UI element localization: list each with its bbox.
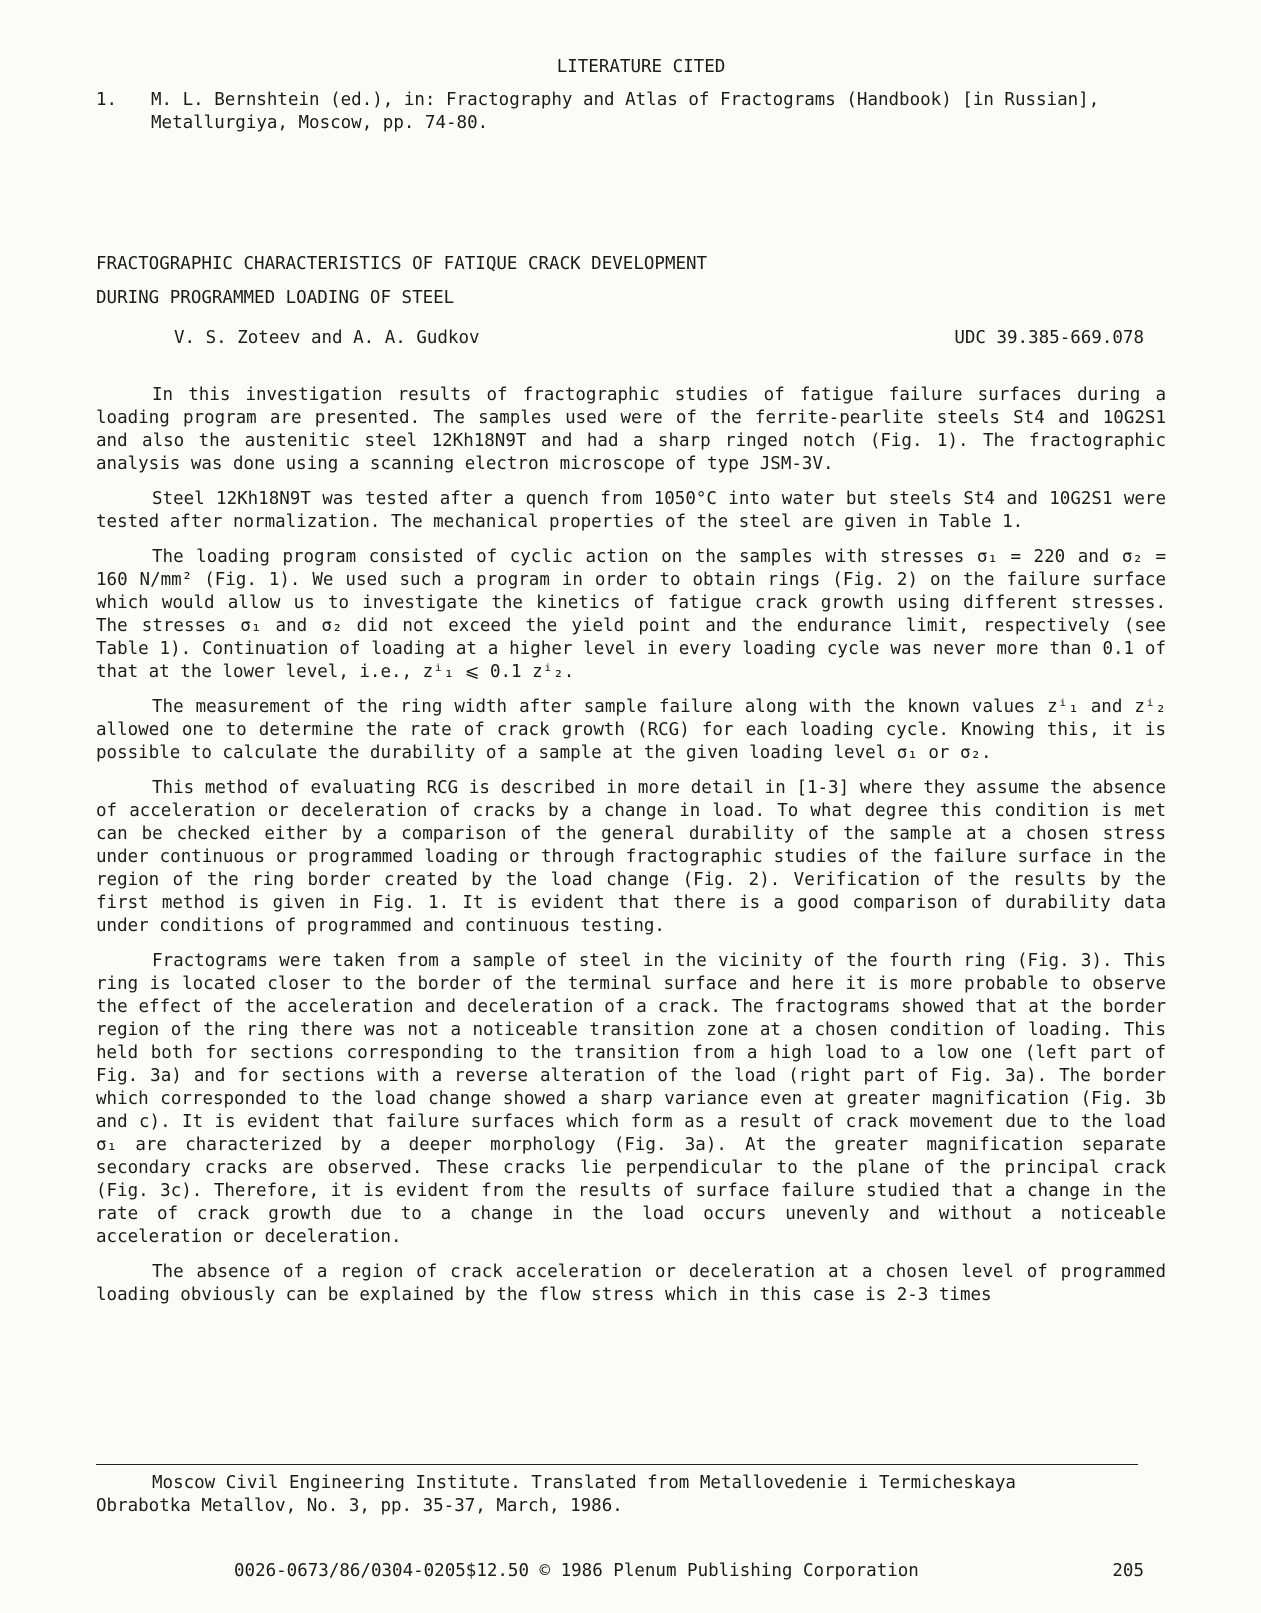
affiliation-line-1: Moscow Civil Engineering Institute. Translated from Metallovedenie i Termicheskaya: [152, 1473, 1016, 1493]
paragraph: The absence of a region of crack acceleration or deceleration at a chosen level of programmed loading obviously can be explained by the flow stress which in this case is 2-3 times: [96, 1262, 1166, 1305]
article-title: [96, 247, 1166, 315]
udc-code: UDC 39.385-669.078: [954, 328, 1144, 348]
paragraph: The measurement of the ring width after sample failure along with the known values zⁱ₁ and zⁱ₂ allowed one to determine the rate of crack growth (RCG) for each loading cycle. Knowing this, it is possible to calculate the durability of a sample at the given loading level σ₁ or σ₂.: [96, 697, 1166, 763]
literature-cited-heading: LITERATURE CITED: [556, 57, 726, 77]
authors: V. S. Zoteev and A. A. Gudkov: [174, 328, 480, 348]
publication-code: 0026-0673/86/0304-0205$12.50 © 1986 Plenum Publishing Corporation: [234, 1561, 919, 1581]
article-body: [96, 384, 1166, 1307]
paragraph: Fractograms were taken from a sample of steel in the vicinity of the fourth ring (Fig. 3). This ring is located closer to the border of the terminal surface and here it is more probable to observe the effect of the acceleration and deceleration of a crack. The fractograms showed that at the border region of the ring there was not a noticeable transition zone at a chosen condition of loading. This held both for sections corresponding to the transition from a high load to a low one (left part of Fig. 3a) and for sections with a reverse alteration of the load (right part of Fig. 3a). The border which corresponded to the load change showed a sharp variance even at greater magnification (Fig. 3b and c). It is evident that failure surfaces which form as a result of crack movement due to the load σ₁ are characterized by a deeper morphology (Fig. 3a). At the greater magnification separate secondary cracks are observed. These cracks lie perpendicular to the plane of the principal crack (Fig. 3c). Therefore, it is evident from the results of surface failure studied that a change in the rate of crack growth due to a change in the load occurs unevenly and without a noticeable acceleration or deceleration.: [96, 951, 1166, 1247]
byline: [96, 327, 1166, 350]
page-content: [96, 56, 1166, 1319]
affiliation-line-2: Obrabotka Metallov, No. 3, pp. 35-37, March, 1986.: [96, 1496, 623, 1516]
reference-text: M. L. Bernshtein (ed.), in: Fractography and Atlas of Fractograms (Handbook) [in Russian], Metallurgiya, Moscow, pp. 74-80.: [151, 90, 1100, 133]
paragraph: Steel 12Kh18N9T was tested after a quench from 1050°C into water but steels St4 and 10G2S1 were tested after normalization. The mechanical properties of the steel are given in Table 1.: [96, 489, 1166, 532]
article-title-line-1: FRACTOGRAPHIC CHARACTERISTICS OF FATIQUE CRACK DEVELOPMENT: [96, 254, 708, 274]
article-title-line-2: DURING PROGRAMMED LOADING OF STEEL: [96, 288, 455, 308]
page-number: 205: [1112, 1561, 1144, 1581]
paragraph: In this investigation results of fractographic studies of fatigue failure surfaces during a loading program are presented. The samples used were of the ferrite-pearlite steels St4 and 10G2S1 and also the austenitic steel 12Kh18N9T and had a sharp ringed notch (Fig. 1). The fractographic analysis was done using a scanning electron microscope of type JSM-3V.: [96, 385, 1166, 474]
reference-number: 1.: [96, 90, 118, 110]
publication-line: [234, 1560, 1144, 1583]
reference-item: [96, 89, 1166, 135]
affiliation-footnote: [96, 1472, 1146, 1518]
paragraph: The loading program consisted of cyclic action on the samples with stresses σ₁ = 220 and σ₂ = 160 N/mm² (Fig. 1). We used such a program in order to obtain rings (Fig. 2) on the failure surface which would allow us to investigate the kinetics of fatigue crack growth using different stresses. The stresses σ₁ and σ₂ did not exceed the yield point and the endurance limit, respectively (see Table 1). Continuation of loading at a higher level in every loading cycle was never more than 0.1 of that at the lower level, i.e., zⁱ₁ ⩽ 0.1 zⁱ₂.: [96, 547, 1166, 682]
paragraph: This method of evaluating RCG is described in more detail in [1-3] where they assume the absence of acceleration or deceleration of cracks by a change in load. To what degree this condition is met can be checked either by a comparison of the general durability of the sample at a chosen stress under continuous or programmed loading or through fractographic studies of the failure surface in the region of the ring border created by the load change (Fig. 2). Verification of the results by the first method is given in Fig. 1. It is evident that there is a good comparison of durability data under conditions of programmed and continuous testing.: [96, 778, 1166, 936]
footnote-divider: [96, 1464, 1138, 1465]
